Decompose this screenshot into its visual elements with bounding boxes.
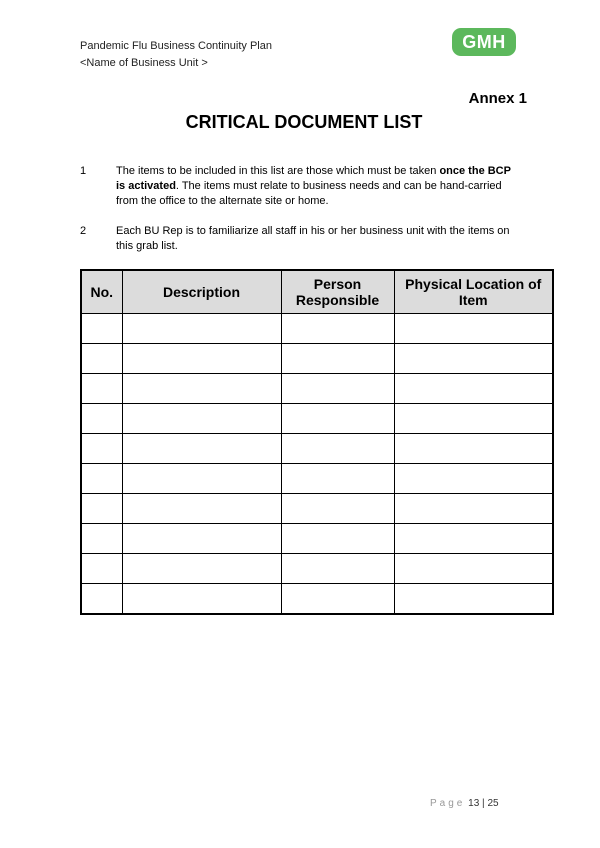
page-separator: |: [482, 798, 485, 809]
column-header-person-responsible: Person Responsible: [281, 270, 394, 314]
cell-description: [122, 374, 281, 404]
table-row: [81, 374, 553, 404]
page-title: CRITICAL DOCUMENT LIST: [185, 112, 423, 132]
cell-no: [81, 314, 122, 344]
paragraph-text: [116, 164, 520, 209]
cell-physical-location: [394, 494, 553, 524]
cell-physical-location: [394, 464, 553, 494]
instruction-paragraph-2: [80, 224, 520, 254]
cell-physical-location: [394, 584, 553, 615]
cell-description: [122, 434, 281, 464]
cell-person-responsible: [281, 584, 394, 615]
paragraph-number: 1: [80, 165, 87, 177]
cell-no: [81, 494, 122, 524]
paragraph-bold-text: once the BCP is activated: [116, 165, 511, 192]
cell-person-responsible: [281, 404, 394, 434]
table-body: [81, 314, 553, 615]
table-row: [81, 464, 553, 494]
cell-no: [81, 344, 122, 374]
cell-no: [81, 374, 122, 404]
cell-no: [81, 434, 122, 464]
cell-person-responsible: [281, 464, 394, 494]
cell-physical-location: [394, 554, 553, 584]
table-row: [81, 554, 553, 584]
cell-description: [122, 584, 281, 615]
table-row: [81, 524, 553, 554]
table-row: [81, 344, 553, 374]
cell-physical-location: [394, 434, 553, 464]
instruction-paragraph-1: [80, 164, 520, 209]
page-label: Page: [430, 798, 466, 809]
page-footer: [430, 798, 499, 809]
paragraph-text-start: The items to be included in this list are those which must be taken: [116, 165, 440, 177]
paragraph-number: 2: [80, 225, 87, 237]
column-header-physical-location: Physical Location of Item: [394, 270, 553, 314]
column-header-no: No.: [81, 270, 122, 314]
cell-person-responsible: [281, 344, 394, 374]
cell-description: [122, 404, 281, 434]
cell-person-responsible: [281, 434, 394, 464]
cell-no: [81, 524, 122, 554]
document-header-title: Pandemic Flu Business Continuity Plan: [80, 40, 272, 52]
table-row: [81, 584, 553, 615]
cell-no: [81, 404, 122, 434]
cell-description: [122, 464, 281, 494]
cell-person-responsible: [281, 554, 394, 584]
cell-physical-location: [394, 524, 553, 554]
gmh-logo: GMH: [452, 28, 516, 56]
paragraph-text: Each BU Rep is to familiarize all staff in his or her business unit with the items on this grab list.: [116, 225, 510, 252]
cell-physical-location: [394, 404, 553, 434]
cell-person-responsible: [281, 494, 394, 524]
table-row: [81, 314, 553, 344]
cell-physical-location: [394, 314, 553, 344]
table-header-row: [81, 270, 553, 314]
cell-physical-location: [394, 374, 553, 404]
business-unit-placeholder: <Name of Business Unit >: [80, 57, 208, 69]
cell-description: [122, 554, 281, 584]
cell-no: [81, 554, 122, 584]
table-row: [81, 434, 553, 464]
cell-physical-location: [394, 344, 553, 374]
cell-description: [122, 314, 281, 344]
cell-person-responsible: [281, 374, 394, 404]
total-pages: 25: [487, 798, 499, 809]
cell-no: [81, 584, 122, 615]
critical-document-table: [80, 269, 554, 615]
column-header-description: Description: [122, 270, 281, 314]
cell-no: [81, 464, 122, 494]
cell-description: [122, 344, 281, 374]
cell-description: [122, 494, 281, 524]
cell-person-responsible: [281, 314, 394, 344]
annex-label: Annex 1: [468, 90, 527, 107]
cell-description: [122, 524, 281, 554]
table-row: [81, 404, 553, 434]
table-row: [81, 494, 553, 524]
paragraph-text-end: . The items must relate to business needs and can be hand-carried from the office to the alternate site or home.: [116, 180, 502, 207]
page-number: 13: [468, 798, 480, 809]
cell-person-responsible: [281, 524, 394, 554]
